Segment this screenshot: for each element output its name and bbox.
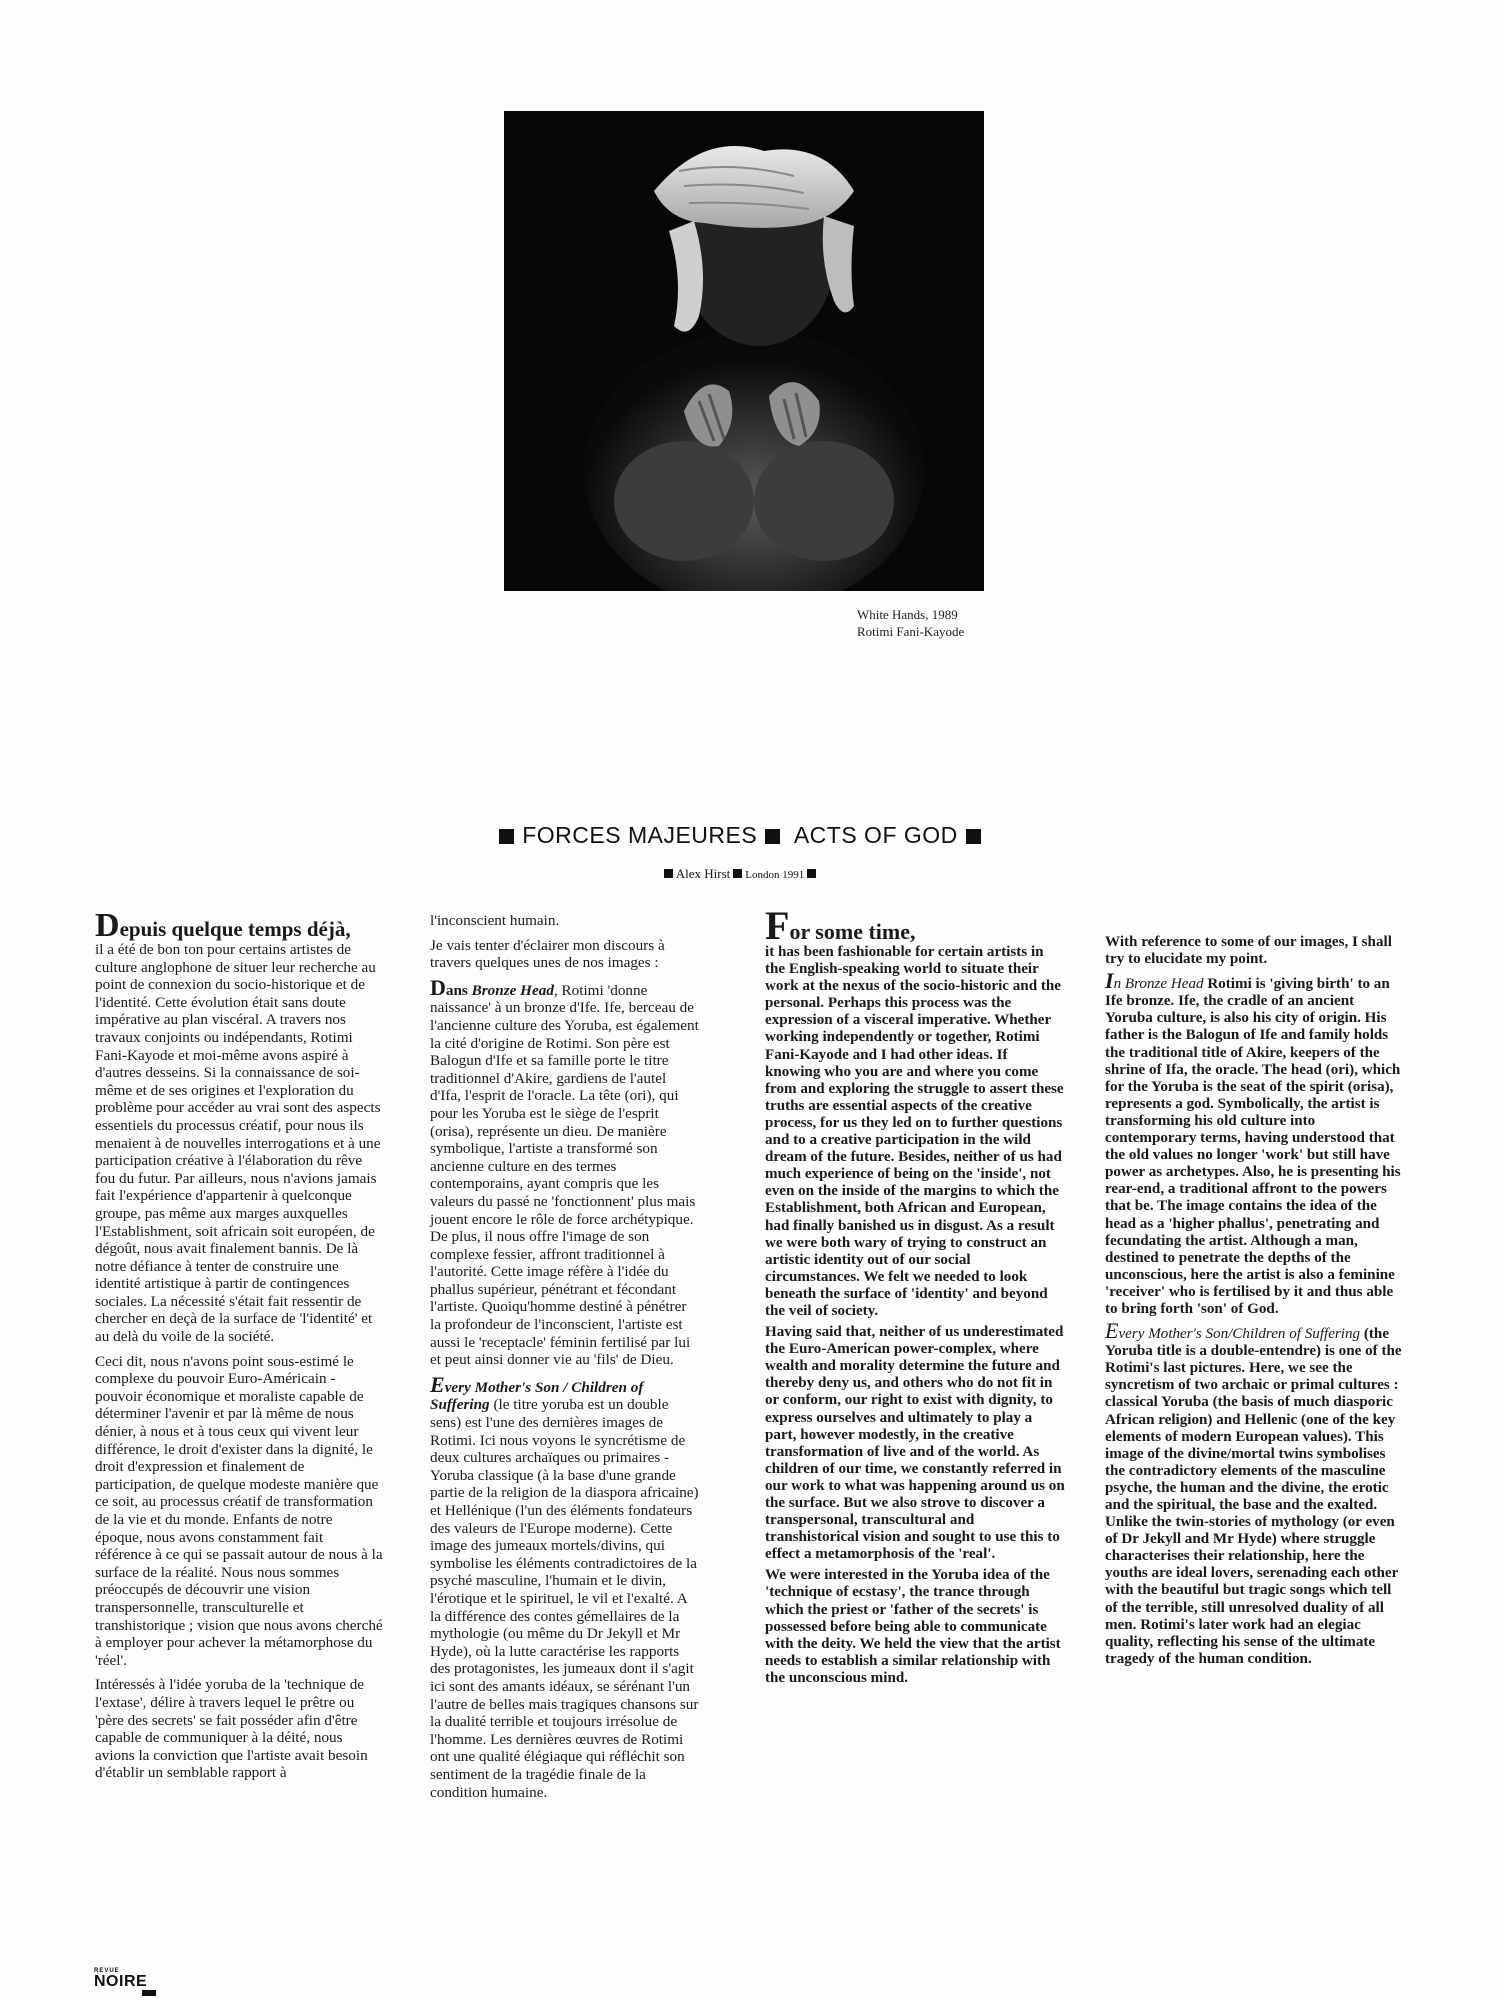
photograph-white-hands [504,111,984,591]
paragraph-text: (the Yoruba title is a double-entendre) is one of the Rotimi's last pictures. Here, we see the syncretism of two archaic or primal cultures : classical Yoruba (the basis of much diasporic African religion) and Hellenic (one of the key elements of modern European values). This image of the divine/mortal twins symbolises the contradictory elements of the masculine psyche, the human and the divine, the erotic and the spiritual, the base and the exalted. Unlike the twin-stories of mythology (or even of Dr Jekyll and Mr Hyde) where struggle characterises their relationship, here the youths are ideal lovers, serenading each other with the beautiful but tragic songs which tell of the terrible, still unresolved duality of all men. Rotimi's later work had an elegiac quality, reflecting his sense of the ultimate tragedy of the human condition. [1105,1326,1402,1667]
french-paragraph-5: Je vais tenter d'éclairer mon discours à travers quelques unes de nos images : [430,936,665,972]
title-english: ACTS OF GOD [793,822,958,848]
paragraph-text: (le titre yoruba est un double sens) est l'une des dernières images de Rotimi. Ici nous voyons le syncrétisme de deux cultures archaïques ou primaires - Yoruba classique (à la base d'une grande partie de la religion de la diaspora africaine) et Hellénique (l'un des éléments fondateurs des valeurs de l'Europe moderne). Cette image des jumeaux mortels/divins, qui symbolise les éléments contradictoires de la psyché masculine, l'humain et le divin, l'érotique et le spirituel, le vil et l'exalté. A la différence des contes gémellaires de la mythologie (ou même du Dr Jekyll et Mr Hyde), où la lutte caractérise les rapports des protagonistes, les jumeaux dont il s'agit ici sont des amants idéaux, se sérénant l'un l'autre de belles mais tragiques chansons sur la dualité terrible et toujours irrésolue de l'homme. Les dernières œuvres de Rotimi ont une qualité élégiaque qui réfléchit son sentiment de la tragédie finale de la condition humaine. [430,1396,699,1801]
square-bullet-icon [664,869,673,878]
title-french: FORCES MAJEURES [522,822,758,848]
french-paragraph-3: Intéressés à l'idée yoruba de la 'technique de l'extase', délire à travers lequel le prêtre ou 'père des secrets' se fait posséder afin d'être capable de communiquer à la déité, nous avions la conviction que l'artiste avait besoin d'établir un semblable rapport à [95,1676,368,1782]
english-column-1 [765,903,1065,1691]
english-paragraph-3: We were interested in the Yoruba idea of the 'technique of ecstasy', the trance through which the priest or 'father of the secrets' is possessed before being able to communicate with the deity. We held the view that the artist needs to establish a similar relationship with the unconscious mind. [765,1567,1061,1686]
square-bullet-icon [966,829,981,844]
french-paragraph-every-mothers-son [430,1371,700,1801]
french-dropcap: D [95,907,120,944]
french-column-1 [95,907,383,1789]
square-bullet-icon [499,829,514,844]
caption-title: White Hands, 1989 [857,607,958,622]
paragraph-dropcap: D [430,974,446,1000]
french-paragraph-4: l'inconscient humain. [430,912,560,929]
artwork-title: Bronze Head [471,981,554,999]
paragraph-text: , Rotimi 'donne naissance' à un bronze d'Ife. Ife, berceau de l'ancienne culture des Yoruba, est également la cité d'origine de Rotimi. Son père est Balogun d'Ife et sa famille porte le titre traditionnel d'Akire, gardiens de l'autel d'Ifa, l'esprit de l'oracle. La tête (ori), qui pour les Yoruba est le siège de l'esprit (orisa), représente un dieu. De manière symbolique, l'artiste a transformé son ancienne culture en des termes contemporains, ayant compris que les valeurs du passé ne 'fonctionnent' plus mais jouent encore le rôle de force archétypique. De plus, il nous offre l'image de son complexe fessier, affront traditionnel à l'autorité. Cette image réfère à l'idée du phallus supérieur, pénétrant et fécondant l'artiste. Quoiqu'homme destiné à pénétrer la profondeur de l'inconscient, l'artiste est aussi le 'receptacle' féminin fertilisé par lui et peut ainsi donner vie au 'fils' de Dieu. [430,981,699,1369]
english-paragraph-every-mothers-son [1105,1318,1405,1668]
english-paragraph-bronze-head [1105,968,1405,1318]
square-bullet-icon [765,829,780,844]
paragraph-dropcap: I [1105,968,1114,994]
english-paragraph-2: Having said that, neither of us underestimated the Euro-American power-complex, where wealth and morality determine the future and thereby deny us, and others who do not fit in or conform, our right to exist with dignity, to express ourselves and ultimately to play a part, however modestly, in the creative transformation of live and of the world. As children of our time, we constantly referred in our work to what was happening around us on the surface. But we also strove to discover a transpersonal, transcultural and transhistorical vision and sought to use this to effect a metamorphosis of the 'real'. [765,1324,1065,1563]
english-lead [765,903,1065,948]
english-column-2 [1105,934,1405,1672]
article-title [480,822,1000,849]
english-paragraph-4: With reference to some of our images, I shall try to elucidate my point. [1105,934,1392,968]
french-paragraph-1: il a été de bon ton pour certains artistes de culture anglophone de situer leur recherche au point de connexion du socio-historique et de l'identité. Cette évolution était sans doute impérative au plan viscéral. A travers nos travaux conjoints ou indépendants, Rotimi Fani-Kayode et moi-même avons aspiré à d'autres desseins. Si la connaissance de soi-même et de ses origines et l'exploration du problème pour accéder au vrai sont des aspects essentiels du processus créatif, pour nous ils menaient à de nouvelles interrogations et à une participation créative à l'élaboration du rêve fou du futur. Par ailleurs, nous n'avions jamais fait l'expérience d'appartenir à quelconque groupe, pas même aux marges auxquelles l'Establishment, soit africain soit européen, de dégoût, nous avait finalement bannis. De là notre défiance à tenter de construire une identité artistique à partir de contingences sociales. La nécessité s'était fait ressentir de chercher en deçà de la surface de 'l'identité' et au delà du voile de la société. [95,941,381,1346]
english-dropcap: F [765,903,790,948]
square-bullet-icon [733,869,742,878]
paragraph-dropcap: E [1105,1318,1119,1344]
french-paragraph-bronze-head [430,974,700,1369]
caption-artist: Rotimi Fani-Kayode [857,624,965,639]
french-column-2 [430,912,700,1808]
english-lead-text: or some time, [789,919,916,944]
square-bullet-icon [807,869,816,878]
logo-big-text: NOIRE [94,1973,148,1990]
artwork-title: very Mother's Son/Children of Suffering [1118,1326,1361,1343]
paragraph-dropcap: E [430,1371,445,1397]
byline [480,866,1000,882]
paragraph-text: Rotimi is 'giving birth' to an Ife bronze. Ife, the cradle of an ancient Yoruba culture, is also his city of origin. His father is the Balogun of Ife and family holds the traditional title of Akire, keepers of the shrine of Ifa, the oracle. The head (ori), which for the Yoruba is the seat of the spirit (orisa), represents a god. Symbolically, the artist is transforming his old culture into contemporary terms, having understood that the old values no longer 'work' but still have power as archetypes. Also, he is presenting his rear-end, a traditional affront to the powers that be. The image contains the idea of the head as a 'higher phallus', penetrating and fecundating the artist. Although a man, destined to penetrate the depths of the unconscious, here the artist is also a feminine 'receiver' who is fertilised by it and thus able to bring forth 'son' of God. [1105,976,1401,1317]
page-number-mark [142,1990,156,1996]
byline-place: London 1991 [745,869,805,881]
logo-small-text: REVUE [94,1968,120,1974]
artwork-title: very Mother's Son / Children of Suffering [430,1378,644,1414]
english-paragraph-1: it has been fashionable for certain artists in the English-speaking world to situate their work at the nexus of the socio-historic and the personal. Perhaps this process was the expression of a visceral imperative. Whether working independently or together, Rotimi Fani-Kayode and I had other ideas. If knowing who you are and where you come from and exploring the struggle to assert these truths are essential aspects of the creative process, for us they led on to further questions and to a creative participation in the wild dream of the future. Besides, neither of us had much experience of being on the 'inside', not even on the inside of the margins to which the Establishment, both African and European, had finally banished us in disgust. As a result we were both wary of trying to construct an artistic identity out of our social circumstances. We felt we needed to look beneath the surface of 'identity' and beyond the veil of society. [765,944,1064,1319]
french-lead-text: epuis quelque temps déjà, [119,917,351,941]
paragraph-lead: ans [445,981,468,999]
byline-author: Alex Hirst [675,866,731,881]
french-lead [95,907,383,944]
photo-caption [857,606,1017,640]
artwork-title: n Bronze Head [1113,976,1204,993]
french-paragraph-2: Ceci dit, nous n'avons point sous-estimé le complexe du pouvoir Euro-Américain - pouvoir économique et moraliste capable de déterminer l'avenir et par là même de nous dénier, à nous et à tous ceux qui vivent leur différence, le droit d'exister dans la dignité, le droit d'expression et finalement de participation, de quelque modeste manière que ce soit, au processus créatif de transformation de la vie et du monde. Enfants de notre époque, nous avons constamment fait référence à ce qui se passait autour de nous à la surface de la réalité. Nous nous sommes préoccupés de découvrir une vision transpersonnelle, transculturelle et transhistorique ; vision que nous avons cherché à employer pour achever la métamorphose du 'réel'. [95,1352,383,1669]
revue-noire-logo [94,1968,148,1998]
